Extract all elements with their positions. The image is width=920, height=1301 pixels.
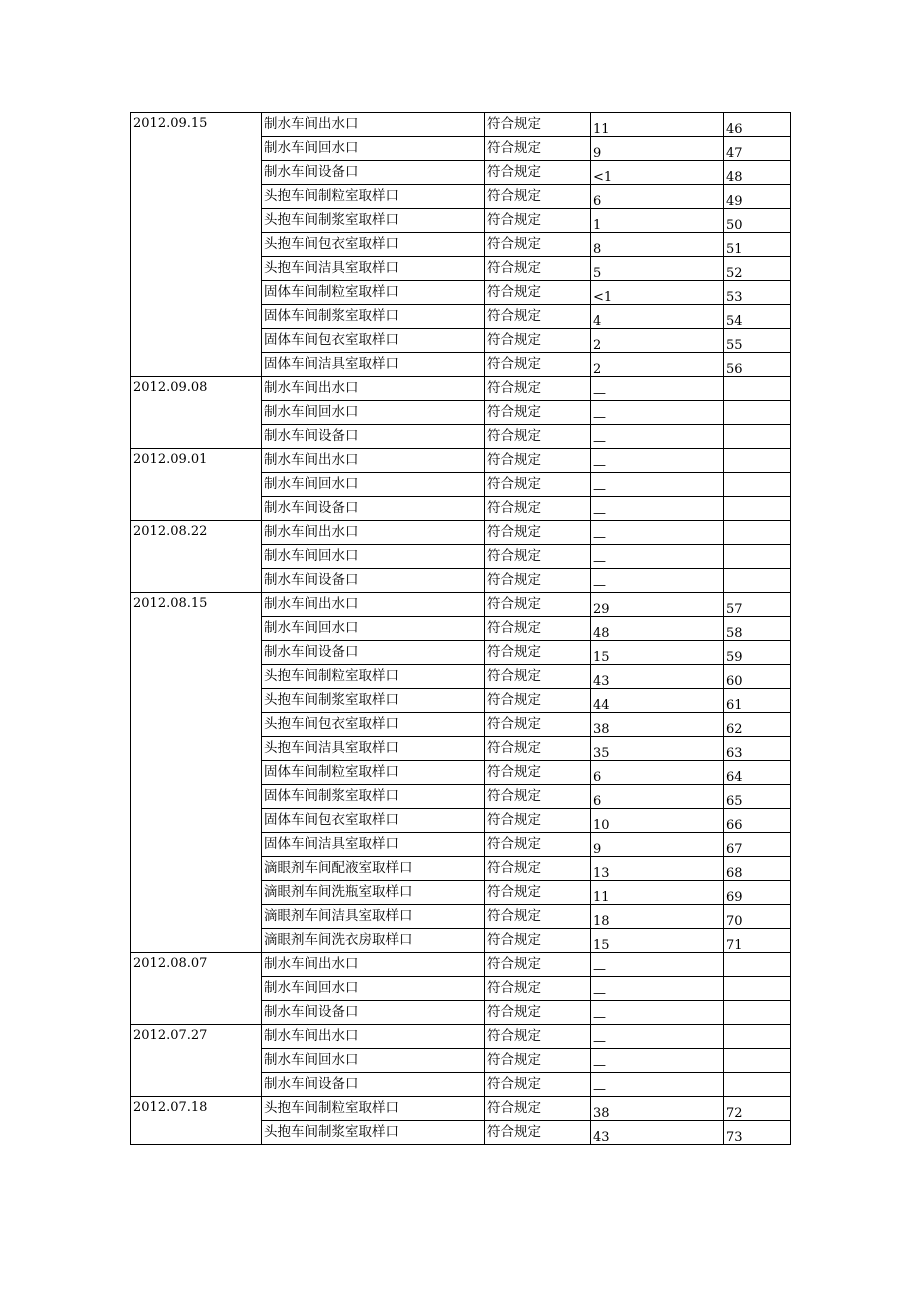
table-body [131,113,791,1145]
result-cell: 符合规定 [485,1025,591,1049]
table-row [131,521,791,545]
record-number-cell [724,545,791,569]
record-number-cell [724,953,791,977]
result-cell: 符合规定 [485,665,591,689]
value-cell: 1 [591,209,724,233]
sampling-location-cell: 固体车间包衣室取样口 [262,809,485,833]
sampling-location-cell: 固体车间洁具室取样口 [262,833,485,857]
result-cell: 符合规定 [485,353,591,377]
result-cell: 符合规定 [485,929,591,953]
record-number-cell [724,1073,791,1097]
result-cell: 符合规定 [485,521,591,545]
record-number-cell: 49 [724,185,791,209]
sampling-location-cell: 制水车间回水口 [262,617,485,641]
sampling-location-cell: 固体车间制粒室取样口 [262,281,485,305]
value-cell: — [591,1001,724,1025]
value-cell: — [591,521,724,545]
sampling-location-cell: 固体车间洁具室取样口 [262,353,485,377]
value-cell: 5 [591,257,724,281]
record-number-cell: 56 [724,353,791,377]
sampling-location-cell: 制水车间回水口 [262,1049,485,1073]
sampling-location-cell: 制水车间设备口 [262,425,485,449]
record-number-cell [724,401,791,425]
record-number-cell [724,1001,791,1025]
sampling-location-cell: 头抱车间洁具室取样口 [262,737,485,761]
result-cell: 符合规定 [485,497,591,521]
sampling-location-cell: 滴眼剂车间洁具室取样口 [262,905,485,929]
result-cell: 符合规定 [485,905,591,929]
result-cell: 符合规定 [485,833,591,857]
result-cell: 符合规定 [485,953,591,977]
result-cell: 符合规定 [485,233,591,257]
record-number-cell: 72 [724,1097,791,1121]
value-cell: 43 [591,665,724,689]
sampling-location-cell: 滴眼剂车间洗衣房取样口 [262,929,485,953]
sampling-location-cell: 制水车间出水口 [262,1025,485,1049]
record-number-cell: 73 [724,1121,791,1145]
value-cell: 4 [591,305,724,329]
date-cell: 2012.08.15 [131,593,262,953]
sampling-location-cell: 制水车间回水口 [262,401,485,425]
result-cell: 符合规定 [485,1049,591,1073]
value-cell: 43 [591,1121,724,1145]
result-cell: 符合规定 [485,329,591,353]
value-cell: — [591,497,724,521]
record-number-cell: 70 [724,905,791,929]
table-row [131,1097,791,1121]
result-cell: 符合规定 [485,137,591,161]
sampling-location-cell: 制水车间设备口 [262,161,485,185]
date-cell: 2012.09.15 [131,113,262,377]
result-cell: 符合规定 [485,449,591,473]
sampling-location-cell: 头抱车间洁具室取样口 [262,257,485,281]
table-row [131,953,791,977]
value-cell: — [591,401,724,425]
table-row [131,449,791,473]
value-cell: — [591,377,724,401]
table-row [131,113,791,137]
value-cell: — [591,977,724,1001]
result-cell: 符合规定 [485,185,591,209]
value-cell: 6 [591,785,724,809]
record-number-cell: 59 [724,641,791,665]
sampling-location-cell: 制水车间出水口 [262,953,485,977]
date-cell: 2012.08.22 [131,521,262,593]
value-cell: 18 [591,905,724,929]
sampling-location-cell: 头抱车间包衣室取样口 [262,233,485,257]
result-cell: 符合规定 [485,713,591,737]
result-cell: 符合规定 [485,161,591,185]
result-cell: 符合规定 [485,473,591,497]
record-number-cell: 55 [724,329,791,353]
sampling-location-cell: 头抱车间制浆室取样口 [262,689,485,713]
sampling-location-cell: 制水车间回水口 [262,545,485,569]
record-number-cell: 50 [724,209,791,233]
value-cell: 11 [591,881,724,905]
record-number-cell: 46 [724,113,791,137]
result-cell: 符合规定 [485,761,591,785]
record-number-cell: 67 [724,833,791,857]
sampling-records-table [130,112,791,1145]
result-cell: 符合规定 [485,257,591,281]
value-cell: 8 [591,233,724,257]
date-cell: 2012.07.18 [131,1097,262,1145]
result-cell: 符合规定 [485,545,591,569]
sampling-location-cell: 制水车间出水口 [262,377,485,401]
value-cell: 9 [591,833,724,857]
result-cell: 符合规定 [485,593,591,617]
sampling-location-cell: 制水车间设备口 [262,497,485,521]
record-number-cell [724,497,791,521]
result-cell: 符合规定 [485,857,591,881]
sampling-location-cell: 头抱车间包衣室取样口 [262,713,485,737]
result-cell: 符合规定 [485,641,591,665]
date-cell: 2012.09.08 [131,377,262,449]
sampling-location-cell: 固体车间包衣室取样口 [262,329,485,353]
table-row [131,593,791,617]
sampling-location-cell: 滴眼剂车间洗瓶室取样口 [262,881,485,905]
date-cell: 2012.09.01 [131,449,262,521]
value-cell: 2 [591,353,724,377]
value-cell: 35 [591,737,724,761]
value-cell: — [591,1073,724,1097]
record-number-cell: 64 [724,761,791,785]
record-number-cell: 60 [724,665,791,689]
table-row [131,1025,791,1049]
record-number-cell [724,521,791,545]
sampling-location-cell: 固体车间制粒室取样口 [262,761,485,785]
sampling-location-cell: 制水车间出水口 [262,521,485,545]
record-number-cell [724,425,791,449]
sampling-location-cell: 头抱车间制粒室取样口 [262,185,485,209]
result-cell: 符合规定 [485,1097,591,1121]
result-cell: 符合规定 [485,209,591,233]
sampling-location-cell: 滴眼剂车间配液室取样口 [262,857,485,881]
value-cell: 15 [591,929,724,953]
record-number-cell [724,1025,791,1049]
value-cell: 38 [591,713,724,737]
record-number-cell: 69 [724,881,791,905]
sampling-location-cell: 固体车间制浆室取样口 [262,305,485,329]
result-cell: 符合规定 [485,1001,591,1025]
sampling-location-cell: 制水车间设备口 [262,1073,485,1097]
value-cell: 6 [591,761,724,785]
value-cell: 9 [591,137,724,161]
record-number-cell [724,449,791,473]
sampling-location-cell: 头抱车间制浆室取样口 [262,1121,485,1145]
value-cell: 48 [591,617,724,641]
record-number-cell [724,569,791,593]
record-number-cell: 61 [724,689,791,713]
record-number-cell: 53 [724,281,791,305]
record-number-cell: 58 [724,617,791,641]
date-cell: 2012.08.07 [131,953,262,1025]
value-cell: 6 [591,185,724,209]
value-cell: — [591,569,724,593]
result-cell: 符合规定 [485,425,591,449]
record-number-cell: 54 [724,305,791,329]
value-cell: 13 [591,857,724,881]
result-cell: 符合规定 [485,401,591,425]
value-cell: — [591,545,724,569]
result-cell: 符合规定 [485,617,591,641]
value-cell: 29 [591,593,724,617]
value-cell: 15 [591,641,724,665]
result-cell: 符合规定 [485,1073,591,1097]
result-cell: 符合规定 [485,377,591,401]
result-cell: 符合规定 [485,569,591,593]
value-cell: <1 [591,281,724,305]
result-cell: 符合规定 [485,1121,591,1145]
value-cell: — [591,1025,724,1049]
result-cell: 符合规定 [485,305,591,329]
result-cell: 符合规定 [485,113,591,137]
sampling-location-cell: 制水车间设备口 [262,1001,485,1025]
value-cell: 44 [591,689,724,713]
record-number-cell: 48 [724,161,791,185]
result-cell: 符合规定 [485,785,591,809]
record-number-cell: 63 [724,737,791,761]
record-number-cell [724,977,791,1001]
result-cell: 符合规定 [485,281,591,305]
record-number-cell: 47 [724,137,791,161]
value-cell: 2 [591,329,724,353]
date-cell: 2012.07.27 [131,1025,262,1097]
value-cell: — [591,473,724,497]
record-number-cell: 68 [724,857,791,881]
result-cell: 符合规定 [485,809,591,833]
record-number-cell [724,473,791,497]
sampling-location-cell: 制水车间出水口 [262,449,485,473]
sampling-location-cell: 制水车间设备口 [262,569,485,593]
value-cell: <1 [591,161,724,185]
sampling-location-cell: 头抱车间制浆室取样口 [262,209,485,233]
record-number-cell [724,377,791,401]
record-number-cell: 65 [724,785,791,809]
value-cell: — [591,1049,724,1073]
sampling-location-cell: 制水车间回水口 [262,977,485,1001]
record-number-cell: 51 [724,233,791,257]
value-cell: 11 [591,113,724,137]
sampling-location-cell: 头抱车间制粒室取样口 [262,665,485,689]
record-number-cell: 71 [724,929,791,953]
sampling-location-cell: 固体车间制浆室取样口 [262,785,485,809]
record-number-cell [724,1049,791,1073]
result-cell: 符合规定 [485,737,591,761]
result-cell: 符合规定 [485,689,591,713]
value-cell: — [591,953,724,977]
value-cell: 10 [591,809,724,833]
sampling-location-cell: 制水车间回水口 [262,137,485,161]
sampling-location-cell: 制水车间出水口 [262,113,485,137]
record-number-cell: 66 [724,809,791,833]
record-number-cell: 57 [724,593,791,617]
value-cell: 38 [591,1097,724,1121]
result-cell: 符合规定 [485,977,591,1001]
sampling-location-cell: 制水车间设备口 [262,641,485,665]
sampling-location-cell: 制水车间回水口 [262,473,485,497]
table-row [131,377,791,401]
value-cell: — [591,449,724,473]
record-number-cell: 62 [724,713,791,737]
sampling-location-cell: 头抱车间制粒室取样口 [262,1097,485,1121]
value-cell: — [591,425,724,449]
result-cell: 符合规定 [485,881,591,905]
sampling-location-cell: 制水车间出水口 [262,593,485,617]
record-number-cell: 52 [724,257,791,281]
